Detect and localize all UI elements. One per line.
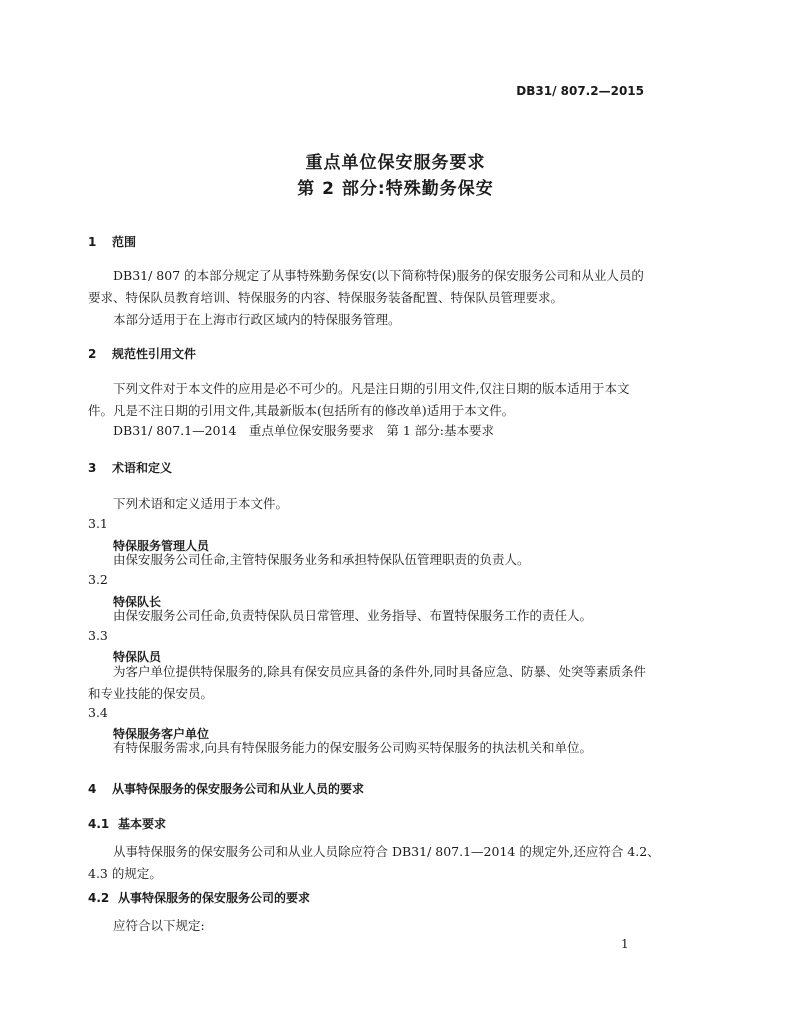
section-title: 从事特保服务的保安服务公司和从业人员的要求 xyxy=(112,782,365,796)
term-name: 特保队长 xyxy=(113,595,162,609)
subsection-number: 4.2 xyxy=(88,891,110,905)
paragraph: 下列术语和定义适用于本文件。 xyxy=(113,496,289,511)
section-number: 2 xyxy=(88,347,97,361)
term-number: 3.2 xyxy=(88,572,108,587)
subsection-4-2-heading xyxy=(88,889,310,906)
paragraph: 要求、特保队员教育培训、特保服务的内容、特保服务装备配置、特保队员管理要求。 xyxy=(88,290,564,305)
section-3-heading xyxy=(88,459,172,476)
term-number: 3.3 xyxy=(88,628,108,643)
paragraph: 本部分适用于在上海市行政区域内的特保服务管理。 xyxy=(113,312,401,327)
paragraph: 从事特保服务的保安服务公司和从业人员除应符合 DB31/ 807.1—2014 的规定外,还应符合 4.2、 xyxy=(113,844,660,859)
paragraph: 4.3 的规定。 xyxy=(88,866,162,881)
subsection-title: 从事特保服务的保安服务公司的要求 xyxy=(118,891,311,905)
paragraph: 下列文件对于本文件的应用是必不可少的。凡是注日期的引用文件,仅注日期的版本适用于本文 xyxy=(113,381,630,396)
term-name: 特保队员 xyxy=(113,650,162,664)
term-definition: 由保安服务公司任命,主管特保服务业务和承担特保队伍管理职责的负责人。 xyxy=(113,552,530,567)
term-name: 特保服务客户单位 xyxy=(113,727,210,741)
section-1-heading xyxy=(88,233,136,250)
paragraph: 件。凡是不注日期的引用文件,其最新版本(包括所有的修改单)适用于本文件。 xyxy=(88,403,515,418)
document-title: 重点单位保安服务要求 xyxy=(305,153,486,173)
section-number: 4 xyxy=(88,782,97,796)
section-4-heading xyxy=(88,780,364,797)
paragraph: DB31/ 807 的本部分规定了从事特殊勤务保安(以下简称特保)服务的保安服务公司和从业人员的 xyxy=(113,268,644,283)
section-title: 规范性引用文件 xyxy=(112,347,197,361)
term-number: 3.4 xyxy=(88,705,108,720)
term-definition: 由保安服务公司任命,负责特保队员日常管理、业务指导、布置特保服务工作的责任人。 xyxy=(113,608,592,623)
normative-reference: DB31/ 807.1—2014 重点单位保安服务要求 第 1 部分:基本要求 xyxy=(113,423,495,438)
document-subtitle: 第 2 部分:特殊勤务保安 xyxy=(297,179,494,199)
term-definition: 为客户单位提供特保服务的,除具有保安员应具备的条件外,同时具备应急、防暴、处突等素质条件 xyxy=(113,664,646,679)
subsection-number: 4.1 xyxy=(88,817,110,831)
section-2-heading xyxy=(88,345,196,362)
term-name: 特保服务管理人员 xyxy=(113,539,210,553)
section-title: 范围 xyxy=(112,235,137,249)
standard-number: DB31/ 807.2—2015 xyxy=(516,84,644,98)
term-number: 3.1 xyxy=(88,516,108,531)
paragraph: 应符合以下规定: xyxy=(113,918,205,933)
page-number: 1 xyxy=(621,937,629,951)
section-title: 术语和定义 xyxy=(112,461,173,475)
subsection-4-1-heading xyxy=(88,815,166,832)
section-number: 3 xyxy=(88,461,97,475)
term-definition: 和专业技能的保安员。 xyxy=(88,686,214,701)
term-definition: 有特保服务需求,向具有特保服务能力的保安服务公司购买特保服务的执法机关和单位。 xyxy=(113,740,592,755)
subsection-title: 基本要求 xyxy=(118,817,167,831)
section-number: 1 xyxy=(88,235,97,249)
